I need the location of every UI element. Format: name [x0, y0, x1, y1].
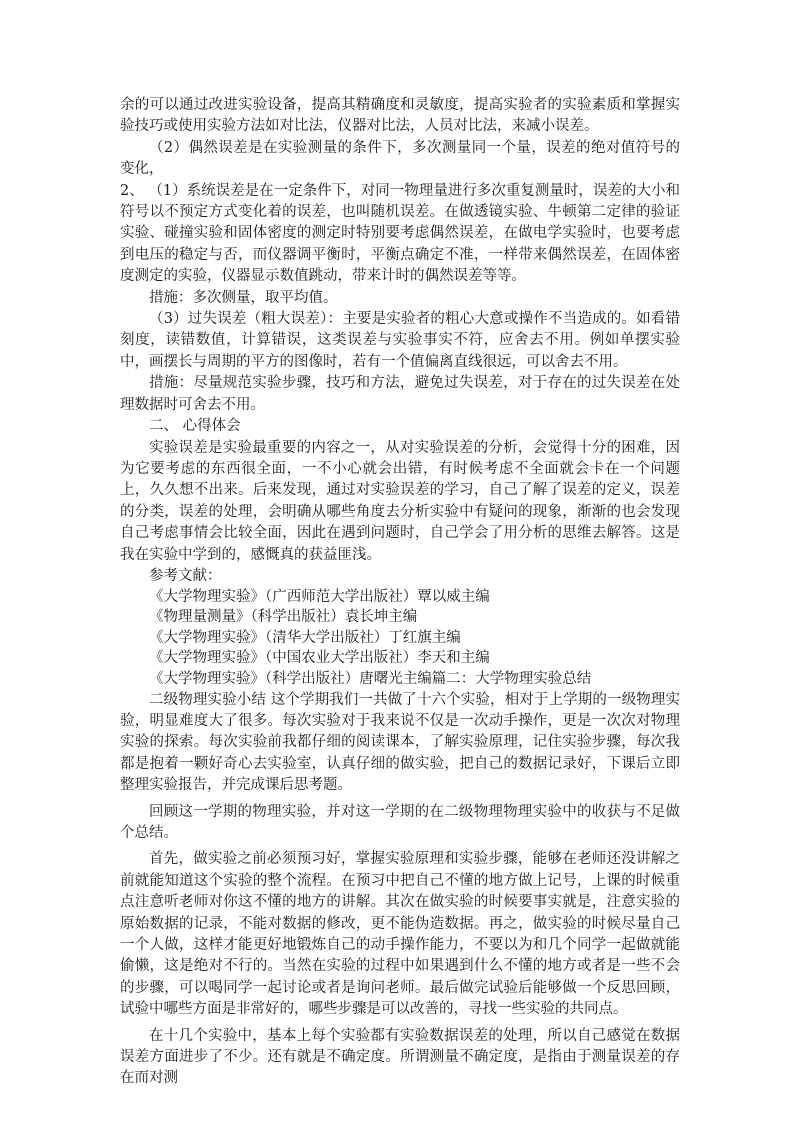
reference-item: 《大学物理实验》（广西师范大学出版社）覃以威主编: [149, 588, 490, 605]
paragraph-reflections: 实验误差是实验最重要的内容之一，从对实验误差的分析，会觉得十分的困难，因为它要考虑的东西很全面，一不小心就会出错，有时候考虑不全面就会卡在一个问题上，久久想不出来。后来发现，通过对实验误差的学习，自己了解了误差的定义，误差的分类，误差的处理，会明确从哪些角度去分析实验中有疑问的现象，渐渐的也会发现自己考虑事情会比较全面，因此在遇到问题时，自己学会了用分析的思维去解答。这是我在实验中学到的，感慨真的获益匪浅。: [120, 439, 680, 563]
reference-item: 《大学物理实验》（清华大学出版社）丁红旗主编: [149, 629, 461, 646]
paragraph-uncertainty: 在十几个实验中，基本上每个实验都有实验数据误差的处理，所以自己感觉在数据误差方面进步了不少。还有就是不确定度。所谓测量不确定度，是指由于测量误差的存在而对测: [120, 1027, 680, 1087]
references-heading: 参考文献：: [149, 567, 222, 584]
reference-item: 《物理量测量》（科学出版社）袁长坤主编: [149, 609, 418, 626]
paragraph-gross-error-measure: 措施：尽量规范实验步骤，技巧和方法，避免过失误差，对于存在的过失误差在处理数据时可舍去不用。: [120, 375, 680, 413]
paragraph-error-reduction-methods: 余的可以通过改进实验设备，提高其精确度和灵敏度，提高实验者的实验素质和掌握实验技巧或使用实验方法如对比法，仪器对比法，人员对比法，来减小误差。: [120, 97, 680, 135]
document-body: [120, 95, 680, 1090]
paragraph-preparation-advice: 首先，做实验之前必须预习好，掌握实验原理和实验步骤，能够在老师还没讲解之前就能知道这个实验的整个流程。在预习中把自己不懂的地方做上记号，上课的时候重点注意听老师对你这不懂的地方的讲解。其次在做实验的时候要事实就是，注意实验的原始数据的记录，不能对数据的修改，更不能伪造数据。再之，做实验的时候尽量自己一个人做，这样才能更好地锻炼自己的动手操作能力，不要以为和几个同学一起做就能偷懒，这是绝对不行的。当然在实验的过程中如果遇到什么不懂的地方或者是一些不会的步骤，可以喝同学一起讨论或者是询问老师。最后做完试验后能够做一个反思回顾，试验中哪些方面是非常好的，哪些步骤是可以改善的，寻找一些实验的共同点。: [120, 851, 680, 1018]
paragraph-review: 回顾这一学期的物理实验，并对这一学期的在二级物理物理实验中的收获与不足做个总结。: [120, 803, 680, 841]
paragraph-measure-average: 措施：多次侧量，取平均值。: [149, 289, 338, 306]
reference-item: 《大学物理实验》（中国农业大学出版社）李天和主编: [149, 650, 490, 667]
paragraph-gross-error: （3）过失误差（粗大误差）：主要是实验者的粗心大意或操作不当造成的。如看错刻度，读错数值，计算错误，这类误差与实验事实不符，应舍去不用。例如单摆实验中，画摆长与周期的平方的图像时，若有一个值偏离直线很远，可以舍去不用。: [120, 311, 680, 370]
paragraph-random-error-intro: （2）偶然误差是在实验测量的条件下，多次测量同一个量，误差的绝对值符号的变化，: [120, 139, 680, 178]
paragraph-semester-summary: 二级物理实验小结 这个学期我们一共做了十六个实验，相对于上学期的一级物理实验，明显难度大了很多。每次实验对于我来说不仅是一次动手操作，更是一次次对物理实验的探索。每次实验前我都仔细的阅读课本，了解实验原理，记住实验步骤，每次我都是抱着一颗好奇心去实验室，认真仔细的做实验，把自己的数据记录好，下课后立即整理实验报告，并完成课后思考题。: [120, 691, 680, 794]
paragraph-systematic-error: 2、 （1）系统误差是在一定条件下，对同一物理量进行多次重复测量时，误差的大小和符号以不预定方式变化着的误差，也叫随机误差。在做透镜实验、牛顿第二定律的验证实验、碰撞实验和固体密度的测定时特别要考虑偶然误差，在做电学实验时，也要考虑到电压的稳定与否，而仪器调平衡时，平衡点确定不准，一样带来偶然误差，在固体密度测定的实验，仪器显示数值跳动，带来计时的偶然误差等等。: [120, 182, 680, 285]
section-heading-reflections: 二、 心得体会: [149, 418, 241, 435]
reference-item: 《大学物理实验》（科学出版社）唐曙光主编篇二：大学物理实验总结: [149, 670, 592, 687]
